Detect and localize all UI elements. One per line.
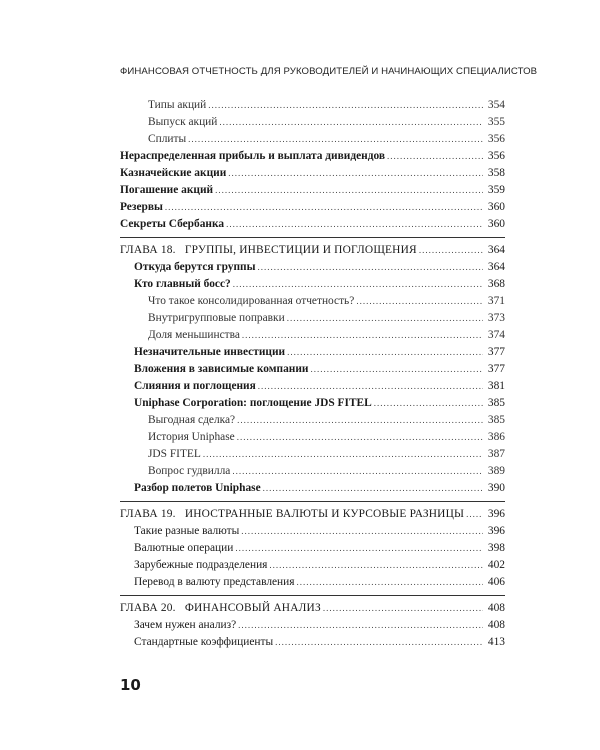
toc-chapter[interactable] <box>120 600 505 617</box>
dot-leader <box>241 523 483 540</box>
toc-entry-page: 373 <box>487 312 505 324</box>
toc-entry-page: 389 <box>487 465 505 477</box>
toc-section-page: 398 <box>487 542 505 554</box>
toc-section[interactable] <box>120 540 505 557</box>
toc-chapter-title: ГЛАВА 19. ИНОСТРАННЫЕ ВАЛЮТЫ И КУРСОВЫЕ РАЗНИЦЫ <box>120 508 465 520</box>
dot-leader <box>263 480 483 497</box>
toc-section[interactable] <box>120 199 505 216</box>
toc-chapter-title: ГЛАВА 18. ГРУППЫ, ИНВЕСТИЦИИ И ПОГЛОЩЕНИЯ <box>120 244 417 256</box>
toc-section-page: 381 <box>487 380 505 392</box>
toc-chapter-title: ГЛАВА 20. ФИНАНСОВЫЙ АНАЛИЗ <box>120 602 321 614</box>
toc-entry[interactable] <box>120 412 505 429</box>
dot-leader <box>275 634 483 651</box>
toc-section[interactable] <box>120 480 505 497</box>
toc-chapter-page: 408 <box>487 602 505 614</box>
toc-entry-page: 374 <box>487 329 505 341</box>
toc-entry-page: 371 <box>487 295 505 307</box>
divider <box>120 237 505 238</box>
toc-entry[interactable] <box>120 293 505 310</box>
toc-section[interactable] <box>120 165 505 182</box>
dot-leader <box>232 463 483 480</box>
dot-leader <box>297 574 484 591</box>
toc-entry-page: 385 <box>487 414 505 426</box>
toc-entry-page: 355 <box>487 116 505 128</box>
toc-section[interactable] <box>120 276 505 293</box>
page-number: 10 <box>120 676 141 694</box>
dot-leader <box>235 540 483 557</box>
toc-entry-title: Выпуск акций <box>148 116 218 128</box>
toc-entry[interactable] <box>120 114 505 131</box>
toc-section-page: 368 <box>487 278 505 290</box>
dot-leader <box>419 242 483 259</box>
dot-leader <box>203 446 483 463</box>
toc-section-title: Незначительные инвестиции <box>134 346 286 358</box>
toc-section[interactable] <box>120 216 505 233</box>
toc-section-title: Такие разные валюты <box>134 525 240 537</box>
toc-section-title: Казначейские акции <box>120 167 227 179</box>
toc-section-title: Резервы <box>120 201 163 213</box>
toc-section-page: 364 <box>487 261 505 273</box>
dot-leader <box>242 327 483 344</box>
toc-section-title: Кто главный босс? <box>134 278 231 290</box>
toc-section[interactable] <box>120 344 505 361</box>
toc-entry-title: Доля меньшинства <box>148 329 240 341</box>
toc-section-title: Слияния и поглощения <box>134 380 256 392</box>
toc-chapter[interactable] <box>120 506 505 523</box>
toc-section[interactable] <box>120 617 505 634</box>
toc-section-title: Погашение акций <box>120 184 214 196</box>
dot-leader <box>258 259 484 276</box>
toc-section-page: 360 <box>487 201 505 213</box>
toc-entry-page: 386 <box>487 431 505 443</box>
running-head: ФИНАНСОВАЯ ОТЧЕТНОСТЬ ДЛЯ РУКОВОДИТЕЛЕЙ И НАЧИНАЮЩИХ СПЕЦИАЛИСТОВ <box>120 66 538 77</box>
toc-section-page: 385 <box>487 397 505 409</box>
dot-leader <box>165 199 483 216</box>
toc-section[interactable] <box>120 378 505 395</box>
toc-section[interactable] <box>120 148 505 165</box>
toc-entry[interactable] <box>120 429 505 446</box>
toc-entry-title: Сплиты <box>148 133 187 145</box>
toc-section[interactable] <box>120 574 505 591</box>
toc-section[interactable] <box>120 395 505 412</box>
toc-entry-page: 354 <box>487 99 505 111</box>
dot-leader <box>258 378 483 395</box>
toc-chapter[interactable] <box>120 242 505 259</box>
toc-entry[interactable] <box>120 97 505 114</box>
dot-leader <box>387 148 483 165</box>
table-of-contents <box>120 97 505 651</box>
toc-section-page: 413 <box>487 636 505 648</box>
toc-section-title: Вложения в зависимые компании <box>134 363 309 375</box>
dot-leader <box>466 506 483 523</box>
toc-section-title: Зачем нужен анализ? <box>134 619 237 631</box>
toc-section-title: Uniphase Corporation: поглощение JDS FITEL <box>134 397 372 409</box>
dot-leader <box>237 412 483 429</box>
toc-section[interactable] <box>120 361 505 378</box>
toc-section-page: 359 <box>487 184 505 196</box>
dot-leader <box>287 310 483 327</box>
toc-section[interactable] <box>120 557 505 574</box>
toc-section-page: 377 <box>487 346 505 358</box>
dot-leader <box>310 361 483 378</box>
toc-section-page: 396 <box>487 525 505 537</box>
toc-section[interactable] <box>120 182 505 199</box>
dot-leader <box>228 165 483 182</box>
dot-leader <box>374 395 483 412</box>
toc-section-page: 360 <box>487 218 505 230</box>
dot-leader <box>269 557 483 574</box>
dot-leader <box>238 617 483 634</box>
dot-leader <box>215 182 483 199</box>
toc-entry[interactable] <box>120 310 505 327</box>
toc-entry-page: 387 <box>487 448 505 460</box>
toc-section-page: 402 <box>487 559 505 571</box>
toc-section-page: 390 <box>487 482 505 494</box>
toc-entry-title: Вопрос гудвилла <box>148 465 231 477</box>
divider <box>120 501 505 502</box>
toc-section-page: 356 <box>487 150 505 162</box>
toc-chapter-page: 396 <box>487 508 505 520</box>
dot-leader <box>208 97 483 114</box>
toc-entry-title: JDS FITEL <box>148 448 201 460</box>
toc-section-title: Зарубежные подразделения <box>134 559 268 571</box>
toc-section-page: 406 <box>487 576 505 588</box>
toc-section-title: Секреты Сбербанка <box>120 218 225 230</box>
dot-leader <box>226 216 483 233</box>
dot-leader <box>237 429 483 446</box>
toc-entry-title: Типы акций <box>148 99 207 111</box>
dot-leader <box>188 131 483 148</box>
toc-section[interactable] <box>120 259 505 276</box>
dot-leader <box>323 600 483 617</box>
toc-entry[interactable] <box>120 327 505 344</box>
toc-section-title: Разбор полетов Uniphase <box>134 482 261 494</box>
toc-chapter-page: 364 <box>487 244 505 256</box>
toc-entry-title: Внутригрупповые поправки <box>148 312 285 324</box>
toc-section[interactable] <box>120 634 505 651</box>
toc-section-title: Перевод в валюту представления <box>134 576 295 588</box>
toc-section-title: Валютные операции <box>134 542 234 554</box>
toc-section[interactable] <box>120 523 505 540</box>
toc-section-page: 358 <box>487 167 505 179</box>
toc-entry-title: Выгодная сделка? <box>148 414 236 426</box>
dot-leader <box>233 276 483 293</box>
toc-entry-page: 356 <box>487 133 505 145</box>
toc-entry-title: Что такое консолидированная отчетность? <box>148 295 355 307</box>
toc-section-page: 377 <box>487 363 505 375</box>
toc-section-title: Нераспределенная прибыль и выплата дивидендов <box>120 150 386 162</box>
dot-leader <box>219 114 483 131</box>
toc-entry-title: История Uniphase <box>148 431 235 443</box>
toc-entry[interactable] <box>120 463 505 480</box>
dot-leader <box>287 344 483 361</box>
dot-leader <box>356 293 483 310</box>
toc-section-title: Откуда берутся группы <box>134 261 256 273</box>
divider <box>120 595 505 596</box>
toc-entry[interactable] <box>120 131 505 148</box>
toc-section-title: Стандартные коэффициенты <box>134 636 274 648</box>
toc-section-page: 408 <box>487 619 505 631</box>
toc-entry[interactable] <box>120 446 505 463</box>
